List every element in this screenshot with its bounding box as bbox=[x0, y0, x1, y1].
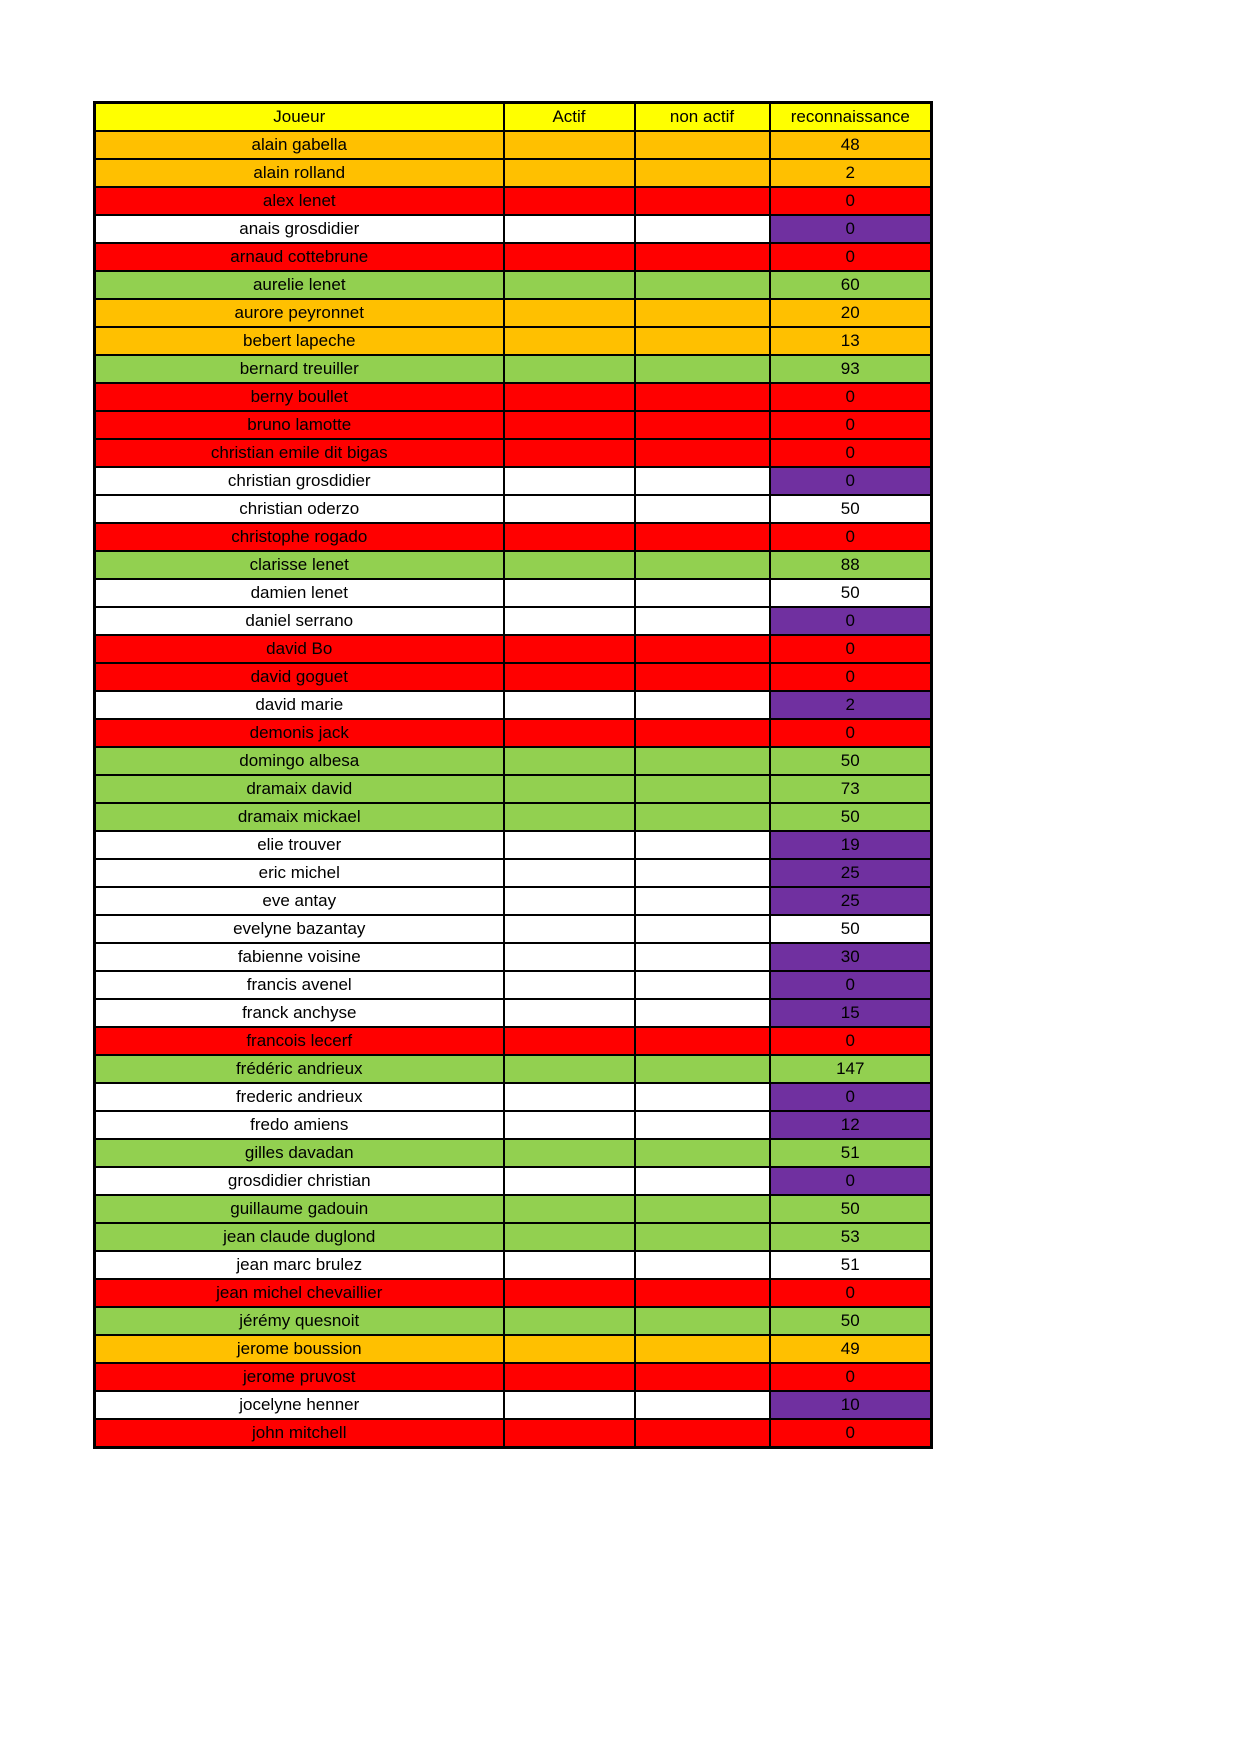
non-actif-cell bbox=[635, 1419, 770, 1448]
reconnaissance-cell: 2 bbox=[770, 159, 932, 187]
table-row bbox=[95, 467, 932, 495]
column-header-actif: Actif bbox=[504, 103, 635, 132]
reconnaissance-cell: 50 bbox=[770, 579, 932, 607]
table-row bbox=[95, 1419, 932, 1448]
player-name-cell: david marie bbox=[95, 691, 504, 719]
non-actif-cell bbox=[635, 159, 770, 187]
table-row bbox=[95, 299, 932, 327]
non-actif-cell bbox=[635, 691, 770, 719]
non-actif-cell bbox=[635, 215, 770, 243]
table-row bbox=[95, 1363, 932, 1391]
reconnaissance-cell: 50 bbox=[770, 1307, 932, 1335]
player-name-cell: daniel serrano bbox=[95, 607, 504, 635]
actif-cell bbox=[504, 1223, 635, 1251]
non-actif-cell bbox=[635, 327, 770, 355]
non-actif-cell bbox=[635, 607, 770, 635]
reconnaissance-cell: 53 bbox=[770, 1223, 932, 1251]
table-row bbox=[95, 243, 932, 271]
actif-cell bbox=[504, 1195, 635, 1223]
table-row bbox=[95, 1111, 932, 1139]
table-row bbox=[95, 439, 932, 467]
actif-cell bbox=[504, 1391, 635, 1419]
table-row bbox=[95, 1139, 932, 1167]
actif-cell bbox=[504, 831, 635, 859]
non-actif-cell bbox=[635, 1167, 770, 1195]
player-name-cell: francois lecerf bbox=[95, 1027, 504, 1055]
actif-cell bbox=[504, 1083, 635, 1111]
reconnaissance-cell: 0 bbox=[770, 1279, 932, 1307]
reconnaissance-cell: 147 bbox=[770, 1055, 932, 1083]
reconnaissance-cell: 15 bbox=[770, 999, 932, 1027]
actif-cell bbox=[504, 439, 635, 467]
player-name-cell: alex lenet bbox=[95, 187, 504, 215]
actif-cell bbox=[504, 747, 635, 775]
table-row bbox=[95, 1391, 932, 1419]
reconnaissance-cell: 88 bbox=[770, 551, 932, 579]
player-name-cell: guillaume gadouin bbox=[95, 1195, 504, 1223]
non-actif-cell bbox=[635, 187, 770, 215]
table-row bbox=[95, 383, 932, 411]
table-row bbox=[95, 159, 932, 187]
non-actif-cell bbox=[635, 719, 770, 747]
actif-cell bbox=[504, 663, 635, 691]
player-name-cell: christian oderzo bbox=[95, 495, 504, 523]
player-name-cell: alain gabella bbox=[95, 131, 504, 159]
non-actif-cell bbox=[635, 551, 770, 579]
table-row bbox=[95, 1055, 932, 1083]
player-name-cell: bernard treuiller bbox=[95, 355, 504, 383]
reconnaissance-cell: 0 bbox=[770, 1083, 932, 1111]
actif-cell bbox=[504, 1111, 635, 1139]
reconnaissance-cell: 50 bbox=[770, 915, 932, 943]
non-actif-cell bbox=[635, 1251, 770, 1279]
reconnaissance-cell: 19 bbox=[770, 831, 932, 859]
actif-cell bbox=[504, 1027, 635, 1055]
actif-cell bbox=[504, 523, 635, 551]
table-row bbox=[95, 523, 932, 551]
player-name-cell: john mitchell bbox=[95, 1419, 504, 1448]
actif-cell bbox=[504, 1279, 635, 1307]
table-row bbox=[95, 551, 932, 579]
table-row bbox=[95, 663, 932, 691]
player-name-cell: jocelyne henner bbox=[95, 1391, 504, 1419]
table-row bbox=[95, 411, 932, 439]
non-actif-cell bbox=[635, 131, 770, 159]
player-name-cell: domingo albesa bbox=[95, 747, 504, 775]
player-name-cell: christian emile dit bigas bbox=[95, 439, 504, 467]
actif-cell bbox=[504, 1335, 635, 1363]
table-row bbox=[95, 943, 932, 971]
non-actif-cell bbox=[635, 887, 770, 915]
player-name-cell: aurore peyronnet bbox=[95, 299, 504, 327]
player-name-cell: jean claude duglond bbox=[95, 1223, 504, 1251]
player-name-cell: christophe rogado bbox=[95, 523, 504, 551]
actif-cell bbox=[504, 467, 635, 495]
reconnaissance-cell: 20 bbox=[770, 299, 932, 327]
non-actif-cell bbox=[635, 523, 770, 551]
player-name-cell: anais grosdidier bbox=[95, 215, 504, 243]
player-name-cell: eve antay bbox=[95, 887, 504, 915]
reconnaissance-cell: 50 bbox=[770, 1195, 932, 1223]
non-actif-cell bbox=[635, 411, 770, 439]
table-row bbox=[95, 1335, 932, 1363]
reconnaissance-cell: 50 bbox=[770, 495, 932, 523]
spreadsheet-table bbox=[93, 101, 933, 1449]
actif-cell bbox=[504, 215, 635, 243]
player-name-cell: franck anchyse bbox=[95, 999, 504, 1027]
player-name-cell: evelyne bazantay bbox=[95, 915, 504, 943]
non-actif-cell bbox=[635, 747, 770, 775]
actif-cell bbox=[504, 1167, 635, 1195]
table-row bbox=[95, 1167, 932, 1195]
table-row bbox=[95, 1223, 932, 1251]
player-name-cell: francis avenel bbox=[95, 971, 504, 999]
non-actif-cell bbox=[635, 1055, 770, 1083]
player-name-cell: bebert lapeche bbox=[95, 327, 504, 355]
table-row bbox=[95, 1027, 932, 1055]
player-name-cell: jerome boussion bbox=[95, 1335, 504, 1363]
table-row bbox=[95, 1195, 932, 1223]
reconnaissance-cell: 0 bbox=[770, 1027, 932, 1055]
non-actif-cell bbox=[635, 383, 770, 411]
table-row bbox=[95, 887, 932, 915]
column-header-joueur: Joueur bbox=[95, 103, 504, 132]
reconnaissance-cell: 12 bbox=[770, 1111, 932, 1139]
player-name-cell: jean michel chevaillier bbox=[95, 1279, 504, 1307]
table-row bbox=[95, 859, 932, 887]
actif-cell bbox=[504, 719, 635, 747]
non-actif-cell bbox=[635, 271, 770, 299]
reconnaissance-cell: 0 bbox=[770, 971, 932, 999]
player-name-cell: dramaix mickael bbox=[95, 803, 504, 831]
non-actif-cell bbox=[635, 495, 770, 523]
actif-cell bbox=[504, 775, 635, 803]
player-name-cell: frédéric andrieux bbox=[95, 1055, 504, 1083]
table-row bbox=[95, 831, 932, 859]
reconnaissance-cell: 25 bbox=[770, 859, 932, 887]
actif-cell bbox=[504, 999, 635, 1027]
reconnaissance-cell: 73 bbox=[770, 775, 932, 803]
player-name-cell: jean marc brulez bbox=[95, 1251, 504, 1279]
player-name-cell: bruno lamotte bbox=[95, 411, 504, 439]
non-actif-cell bbox=[635, 1139, 770, 1167]
table-row bbox=[95, 607, 932, 635]
table-row bbox=[95, 355, 932, 383]
non-actif-cell bbox=[635, 299, 770, 327]
reconnaissance-cell: 50 bbox=[770, 747, 932, 775]
table-row bbox=[95, 635, 932, 663]
reconnaissance-cell: 0 bbox=[770, 607, 932, 635]
player-name-cell: gilles davadan bbox=[95, 1139, 504, 1167]
actif-cell bbox=[504, 243, 635, 271]
player-name-cell: elie trouver bbox=[95, 831, 504, 859]
reconnaissance-cell: 0 bbox=[770, 523, 932, 551]
non-actif-cell bbox=[635, 663, 770, 691]
actif-cell bbox=[504, 607, 635, 635]
actif-cell bbox=[504, 887, 635, 915]
player-name-cell: david goguet bbox=[95, 663, 504, 691]
player-name-cell: demonis jack bbox=[95, 719, 504, 747]
player-name-cell: dramaix david bbox=[95, 775, 504, 803]
reconnaissance-cell: 0 bbox=[770, 439, 932, 467]
table-row bbox=[95, 691, 932, 719]
reconnaissance-cell: 0 bbox=[770, 1419, 932, 1448]
reconnaissance-cell: 60 bbox=[770, 271, 932, 299]
non-actif-cell bbox=[635, 831, 770, 859]
table-row bbox=[95, 495, 932, 523]
player-name-cell: christian grosdidier bbox=[95, 467, 504, 495]
player-name-cell: aurelie lenet bbox=[95, 271, 504, 299]
reconnaissance-cell: 0 bbox=[770, 411, 932, 439]
reconnaissance-cell: 0 bbox=[770, 383, 932, 411]
actif-cell bbox=[504, 803, 635, 831]
player-name-cell: frederic andrieux bbox=[95, 1083, 504, 1111]
actif-cell bbox=[504, 355, 635, 383]
reconnaissance-cell: 0 bbox=[770, 663, 932, 691]
actif-cell bbox=[504, 635, 635, 663]
player-name-cell: damien lenet bbox=[95, 579, 504, 607]
non-actif-cell bbox=[635, 775, 770, 803]
table-body bbox=[95, 131, 932, 1448]
actif-cell bbox=[504, 971, 635, 999]
reconnaissance-cell: 0 bbox=[770, 243, 932, 271]
non-actif-cell bbox=[635, 803, 770, 831]
table-row bbox=[95, 187, 932, 215]
reconnaissance-cell: 51 bbox=[770, 1251, 932, 1279]
actif-cell bbox=[504, 411, 635, 439]
table-row bbox=[95, 999, 932, 1027]
actif-cell bbox=[504, 915, 635, 943]
actif-cell bbox=[504, 383, 635, 411]
non-actif-cell bbox=[635, 1307, 770, 1335]
table-row bbox=[95, 971, 932, 999]
reconnaissance-cell: 25 bbox=[770, 887, 932, 915]
non-actif-cell bbox=[635, 971, 770, 999]
reconnaissance-cell: 0 bbox=[770, 467, 932, 495]
actif-cell bbox=[504, 943, 635, 971]
reconnaissance-cell: 50 bbox=[770, 803, 932, 831]
table-row bbox=[95, 1083, 932, 1111]
non-actif-cell bbox=[635, 1391, 770, 1419]
reconnaissance-cell: 49 bbox=[770, 1335, 932, 1363]
non-actif-cell bbox=[635, 467, 770, 495]
actif-cell bbox=[504, 271, 635, 299]
non-actif-cell bbox=[635, 635, 770, 663]
non-actif-cell bbox=[635, 1111, 770, 1139]
actif-cell bbox=[504, 691, 635, 719]
player-name-cell: alain rolland bbox=[95, 159, 504, 187]
table-row bbox=[95, 131, 932, 159]
reconnaissance-cell: 2 bbox=[770, 691, 932, 719]
actif-cell bbox=[504, 1363, 635, 1391]
non-actif-cell bbox=[635, 243, 770, 271]
reconnaissance-cell: 0 bbox=[770, 1167, 932, 1195]
actif-cell bbox=[504, 159, 635, 187]
non-actif-cell bbox=[635, 1223, 770, 1251]
non-actif-cell bbox=[635, 1083, 770, 1111]
player-name-cell: clarisse lenet bbox=[95, 551, 504, 579]
actif-cell bbox=[504, 579, 635, 607]
table-row bbox=[95, 271, 932, 299]
reconnaissance-cell: 13 bbox=[770, 327, 932, 355]
player-name-cell: fredo amiens bbox=[95, 1111, 504, 1139]
non-actif-cell bbox=[635, 859, 770, 887]
actif-cell bbox=[504, 1251, 635, 1279]
column-header-reconnaissance: reconnaissance bbox=[770, 103, 932, 132]
reconnaissance-cell: 10 bbox=[770, 1391, 932, 1419]
actif-cell bbox=[504, 1139, 635, 1167]
actif-cell bbox=[504, 551, 635, 579]
non-actif-cell bbox=[635, 1363, 770, 1391]
non-actif-cell bbox=[635, 915, 770, 943]
actif-cell bbox=[504, 327, 635, 355]
reconnaissance-cell: 0 bbox=[770, 187, 932, 215]
player-name-cell: eric michel bbox=[95, 859, 504, 887]
non-actif-cell bbox=[635, 579, 770, 607]
actif-cell bbox=[504, 1307, 635, 1335]
reconnaissance-cell: 48 bbox=[770, 131, 932, 159]
actif-cell bbox=[504, 859, 635, 887]
non-actif-cell bbox=[635, 1279, 770, 1307]
player-name-cell: jérémy quesnoit bbox=[95, 1307, 504, 1335]
column-header-non-actif: non actif bbox=[635, 103, 770, 132]
non-actif-cell bbox=[635, 1195, 770, 1223]
player-name-cell: arnaud cottebrune bbox=[95, 243, 504, 271]
reconnaissance-cell: 0 bbox=[770, 1363, 932, 1391]
reconnaissance-cell: 93 bbox=[770, 355, 932, 383]
actif-cell bbox=[504, 1055, 635, 1083]
reconnaissance-cell: 51 bbox=[770, 1139, 932, 1167]
reconnaissance-cell: 0 bbox=[770, 635, 932, 663]
actif-cell bbox=[504, 1419, 635, 1448]
non-actif-cell bbox=[635, 439, 770, 467]
actif-cell bbox=[504, 131, 635, 159]
reconnaissance-cell: 0 bbox=[770, 215, 932, 243]
table-row bbox=[95, 579, 932, 607]
non-actif-cell bbox=[635, 1335, 770, 1363]
table-row bbox=[95, 1307, 932, 1335]
player-name-cell: grosdidier christian bbox=[95, 1167, 504, 1195]
actif-cell bbox=[504, 187, 635, 215]
header-row bbox=[95, 103, 932, 132]
reconnaissance-cell: 0 bbox=[770, 719, 932, 747]
non-actif-cell bbox=[635, 355, 770, 383]
player-name-cell: berny boullet bbox=[95, 383, 504, 411]
player-name-cell: jerome pruvost bbox=[95, 1363, 504, 1391]
table-row bbox=[95, 1279, 932, 1307]
table-row bbox=[95, 327, 932, 355]
player-name-cell: fabienne voisine bbox=[95, 943, 504, 971]
table-row bbox=[95, 915, 932, 943]
table-row bbox=[95, 215, 932, 243]
non-actif-cell bbox=[635, 1027, 770, 1055]
table-row bbox=[95, 775, 932, 803]
non-actif-cell bbox=[635, 943, 770, 971]
table-row bbox=[95, 803, 932, 831]
table-row bbox=[95, 1251, 932, 1279]
non-actif-cell bbox=[635, 999, 770, 1027]
table-row bbox=[95, 747, 932, 775]
actif-cell bbox=[504, 495, 635, 523]
player-name-cell: david Bo bbox=[95, 635, 504, 663]
reconnaissance-cell: 30 bbox=[770, 943, 932, 971]
table-row bbox=[95, 719, 932, 747]
actif-cell bbox=[504, 299, 635, 327]
